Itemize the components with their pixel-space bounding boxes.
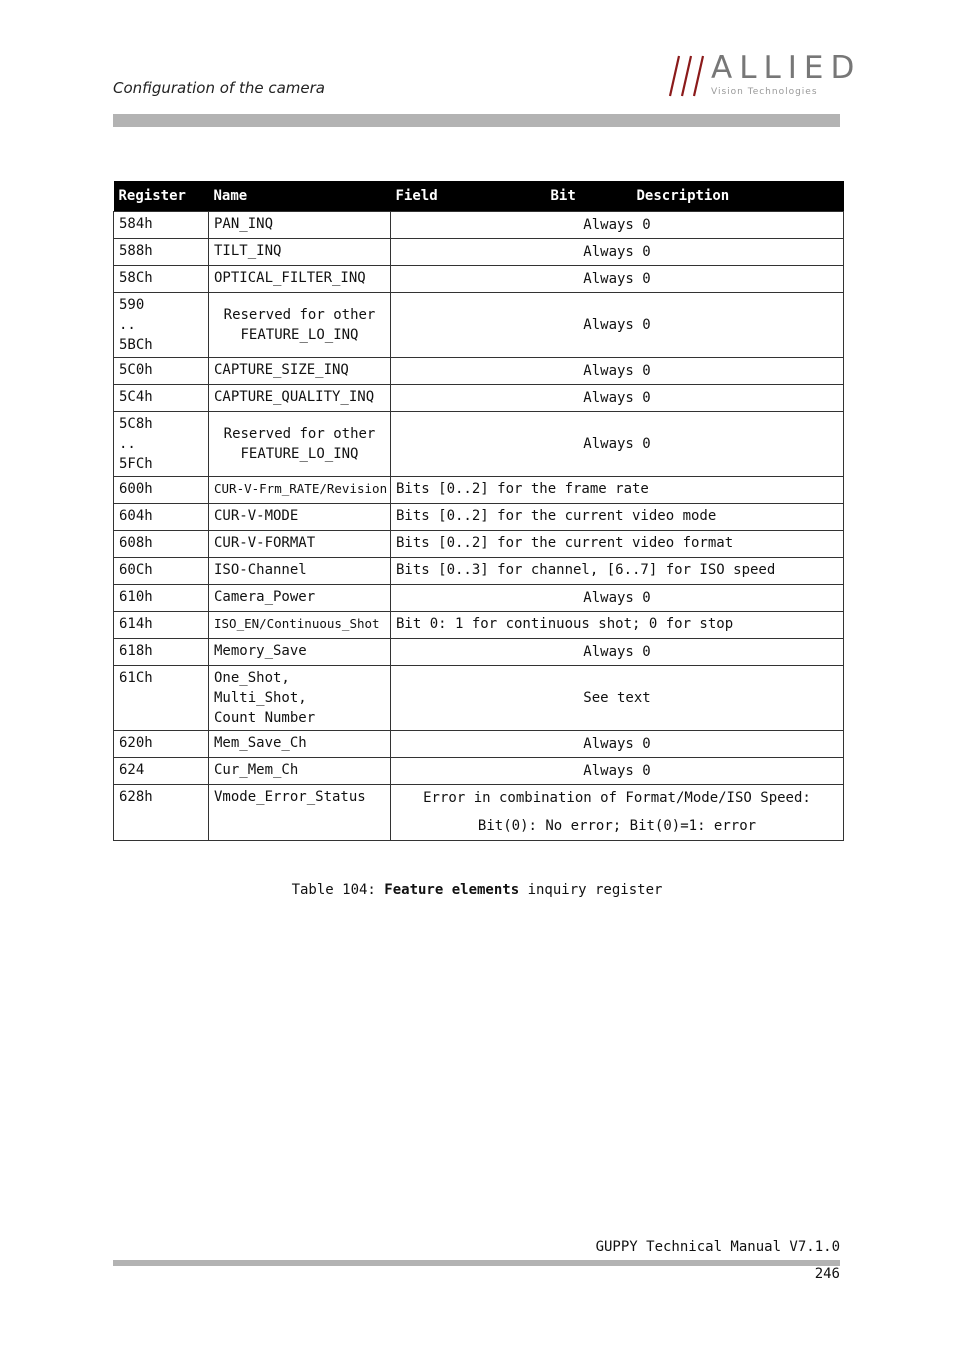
description-cell: Always 0 — [391, 239, 844, 266]
description-cell: Bits [0..2] for the frame rate — [391, 477, 844, 504]
footer-rule — [113, 1260, 840, 1266]
table-row — [114, 585, 844, 612]
description-line: Error in combination of Format/Mode/ISO Speed: — [423, 790, 811, 806]
name-cell: Cur_Mem_Ch — [209, 758, 391, 785]
description-cell: Bits [0..2] for the current video mode — [391, 504, 844, 531]
register-range-end: 5FCh — [119, 456, 153, 472]
register-cell: 60Ch — [114, 558, 209, 585]
register-cell: 604h — [114, 504, 209, 531]
table-row — [114, 477, 844, 504]
register-cell: 5C4h — [114, 385, 209, 412]
name-cell: PAN_INQ — [209, 212, 391, 239]
register-range-start: 5C8h — [119, 416, 153, 432]
table-row — [114, 639, 844, 666]
name-line: FEATURE_LO_INQ — [240, 327, 359, 343]
name-cell: CAPTURE_QUALITY_INQ — [209, 385, 391, 412]
name-line: Reserved for other — [223, 426, 376, 442]
description-cell: Bits [0..3] for channel, [6..7] for ISO speed — [391, 558, 844, 585]
description-cell: See text — [391, 666, 844, 731]
name-cell: ISO-Channel — [209, 558, 391, 585]
caption-suffix: inquiry register — [519, 882, 663, 898]
feature-elements-table — [113, 181, 844, 841]
table-row — [114, 504, 844, 531]
logo-wordmark: ALLIED — [711, 50, 862, 86]
register-cell: 5C0h — [114, 358, 209, 385]
name-cell: Mem_Save_Ch — [209, 731, 391, 758]
name-cell: Vmode_Error_Status — [209, 785, 391, 841]
name-cell: TILT_INQ — [209, 239, 391, 266]
description-cell: Always 0 — [391, 385, 844, 412]
register-cell: 620h — [114, 731, 209, 758]
name-cell: CUR-V-Frm_RATE/Revision — [209, 477, 391, 504]
table-row — [114, 212, 844, 239]
header-name: Name — [209, 181, 391, 212]
register-cell: 608h — [114, 531, 209, 558]
footer-manual-title: GUPPY Technical Manual V7.1.0 — [595, 1239, 840, 1255]
register-cell: 628h — [114, 785, 209, 841]
name-cell — [209, 412, 391, 477]
table-caption — [0, 882, 954, 898]
register-cell: 624 — [114, 758, 209, 785]
register-cell: 618h — [114, 639, 209, 666]
description-cell: Always 0 — [391, 731, 844, 758]
name-cell: CUR-V-FORMAT — [209, 531, 391, 558]
description-cell: Always 0 — [391, 639, 844, 666]
name-cell: CUR-V-MODE — [209, 504, 391, 531]
table-row — [114, 666, 844, 731]
name-cell — [209, 666, 391, 731]
table-row — [114, 266, 844, 293]
register-cell: 61Ch — [114, 666, 209, 731]
register-cell: 600h — [114, 477, 209, 504]
name-cell: Camera_Power — [209, 585, 391, 612]
table-row — [114, 293, 844, 358]
header-field: Field — [395, 188, 438, 204]
table-row — [114, 785, 844, 841]
name-line: Count Number — [214, 710, 316, 726]
name-cell: OPTICAL_FILTER_INQ — [209, 266, 391, 293]
table-row — [114, 385, 844, 412]
register-cell: 610h — [114, 585, 209, 612]
register-cell: 588h — [114, 239, 209, 266]
register-range-cell — [114, 412, 209, 477]
table-row — [114, 758, 844, 785]
register-range-cell — [114, 293, 209, 358]
table-row — [114, 731, 844, 758]
caption-bold: Feature elements — [384, 882, 520, 898]
name-line: FEATURE_LO_INQ — [240, 446, 359, 462]
page-number: 246 — [814, 1266, 840, 1282]
table-row — [114, 558, 844, 585]
header-rule — [113, 114, 840, 127]
table-row — [114, 612, 844, 639]
name-cell: Memory_Save — [209, 639, 391, 666]
name-cell: CAPTURE_SIZE_INQ — [209, 358, 391, 385]
table-header-row — [114, 181, 844, 212]
table-row — [114, 358, 844, 385]
register-range-start: 590 — [119, 297, 145, 313]
description-cell: Always 0 — [391, 585, 844, 612]
description-cell: Always 0 — [391, 293, 844, 358]
description-cell: Always 0 — [391, 758, 844, 785]
caption-prefix: Table 104: — [291, 882, 385, 898]
allied-logo — [667, 50, 862, 102]
header-description: Description — [636, 188, 730, 204]
register-range-dots: .. — [119, 317, 136, 333]
table-row — [114, 531, 844, 558]
name-line: One_Shot, Multi_Shot, — [214, 670, 307, 706]
register-cell: 614h — [114, 612, 209, 639]
header-bit: Bit — [550, 188, 576, 204]
description-cell: Bits [0..2] for the current video format — [391, 531, 844, 558]
register-cell: 58Ch — [114, 266, 209, 293]
register-range-dots: .. — [119, 436, 136, 452]
name-line: Reserved for other — [223, 307, 376, 323]
description-cell: Bit 0: 1 for continuous shot; 0 for stop — [391, 612, 844, 639]
running-header-title: Configuration of the camera — [113, 79, 325, 97]
logo-tagline: Vision Technologies — [711, 87, 818, 97]
table-row — [114, 412, 844, 477]
logo-slashes-icon — [667, 52, 711, 98]
description-cell — [391, 785, 844, 841]
name-cell: ISO_EN/Continuous_Shot — [209, 612, 391, 639]
description-line: Bit(0): No error; Bit(0)=1: error — [477, 818, 757, 834]
description-cell: Always 0 — [391, 266, 844, 293]
description-cell: Always 0 — [391, 358, 844, 385]
description-cell: Always 0 — [391, 212, 844, 239]
name-cell — [209, 293, 391, 358]
register-range-end: 5BCh — [119, 337, 153, 353]
header-field-bit-description — [391, 181, 844, 212]
header-register: Register — [114, 181, 209, 212]
register-cell: 584h — [114, 212, 209, 239]
table-row — [114, 239, 844, 266]
description-cell: Always 0 — [391, 412, 844, 477]
